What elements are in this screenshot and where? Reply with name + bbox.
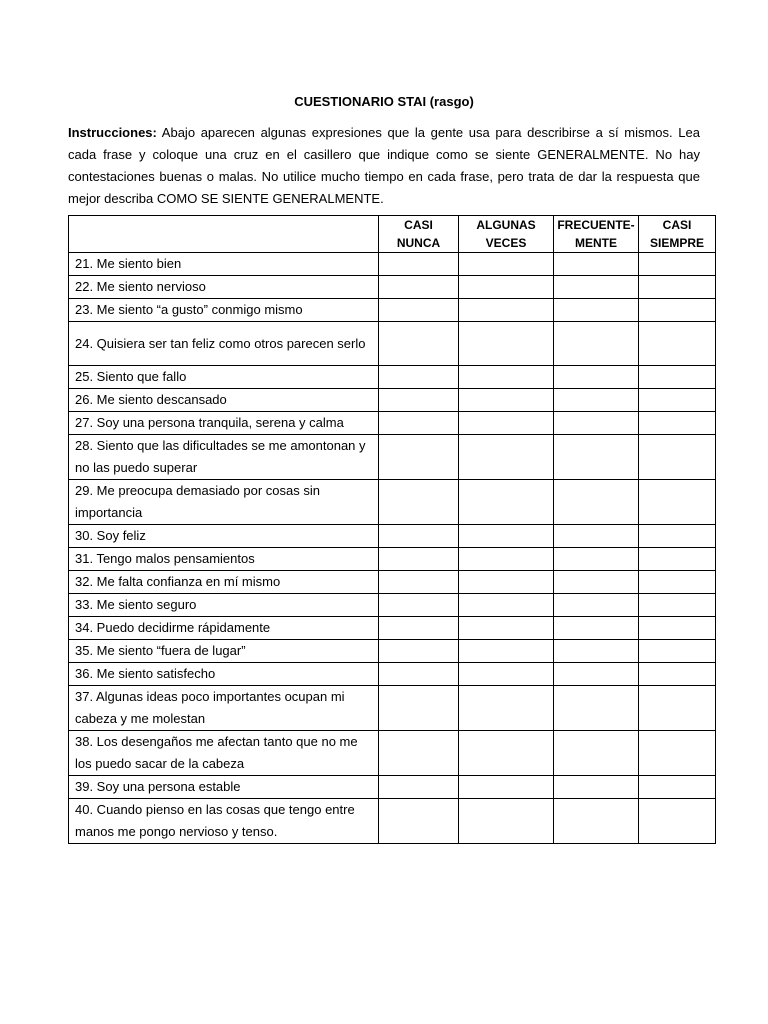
instructions-paragraph [68,122,700,210]
page-title: CUESTIONARIO STAI (rasgo) [294,94,474,109]
item-statement: 30. Soy feliz [69,525,379,548]
table-row [69,412,716,435]
answer-cell[interactable] [554,594,639,617]
table-row [69,366,716,389]
table-row [69,480,716,525]
answer-cell[interactable] [459,253,554,276]
answer-cell[interactable] [379,640,459,663]
answer-cell[interactable] [554,571,639,594]
table-row [69,548,716,571]
item-statement: 33. Me siento seguro [69,594,379,617]
answer-cell[interactable] [379,412,459,435]
answer-cell[interactable] [554,389,639,412]
answer-cell[interactable] [554,686,639,731]
item-statement: 38. Los desengaños me afectan tanto que no me los puedo sacar de la cabeza [69,731,379,776]
answer-cell[interactable] [379,366,459,389]
answer-cell[interactable] [554,299,639,322]
table-row [69,525,716,548]
table-row [69,389,716,412]
answer-cell[interactable] [379,525,459,548]
item-statement: 35. Me siento “fuera de lugar” [69,640,379,663]
answer-cell[interactable] [459,276,554,299]
answer-cell[interactable] [459,548,554,571]
answer-cell[interactable] [639,389,716,412]
item-statement: 39. Soy una persona estable [69,776,379,799]
item-statement: 29. Me preocupa demasiado por cosas sin importancia [69,480,379,525]
answer-cell[interactable] [554,412,639,435]
table-row [69,776,716,799]
answer-cell[interactable] [459,617,554,640]
answer-cell[interactable] [459,799,554,844]
answer-cell[interactable] [554,525,639,548]
answer-cell[interactable] [379,253,459,276]
answer-cell[interactable] [459,640,554,663]
answer-cell[interactable] [459,776,554,799]
item-statement: 23. Me siento “a gusto” conmigo mismo [69,299,379,322]
answer-cell[interactable] [639,366,716,389]
column-header-casi-siempre: CASI SIEMPRE [639,216,716,253]
answer-cell[interactable] [554,253,639,276]
table-row [69,571,716,594]
table-row [69,686,716,731]
answer-cell[interactable] [379,276,459,299]
answer-cell[interactable] [639,548,716,571]
table-row [69,276,716,299]
answer-cell[interactable] [379,799,459,844]
item-statement: 40. Cuando pienso en las cosas que tengo entre manos me pongo nervioso y tenso. [69,799,379,844]
answer-cell[interactable] [554,435,639,480]
answer-cell[interactable] [639,776,716,799]
item-statement: 31. Tengo malos pensamientos [69,548,379,571]
answer-cell[interactable] [639,799,716,844]
item-statement: 24. Quisiera ser tan feliz como otros parecen serlo [69,322,379,366]
answer-cell[interactable] [459,412,554,435]
answer-cell[interactable] [554,663,639,686]
answer-cell[interactable] [639,322,716,366]
answer-cell[interactable] [379,731,459,776]
questionnaire-table [68,215,716,844]
answer-cell[interactable] [639,253,716,276]
answer-cell[interactable] [379,322,459,366]
answer-cell[interactable] [459,663,554,686]
answer-cell[interactable] [379,594,459,617]
answer-cell[interactable] [639,663,716,686]
answer-cell[interactable] [639,412,716,435]
answer-cell[interactable] [639,435,716,480]
answer-cell[interactable] [639,686,716,731]
item-statement: 32. Me falta confianza en mí mismo [69,571,379,594]
item-statement: 27. Soy una persona tranquila, serena y calma [69,412,379,435]
item-statement: 22. Me siento nervioso [69,276,379,299]
column-header-frecuentemente: FRECUENTE- MENTE [554,216,639,253]
answer-cell[interactable] [639,594,716,617]
table-row [69,617,716,640]
column-header-algunas-veces: ALGUNAS VECES [459,216,554,253]
item-statement: 26. Me siento descansado [69,389,379,412]
answer-cell[interactable] [379,617,459,640]
answer-cell[interactable] [379,389,459,412]
table-row [69,640,716,663]
table-row [69,299,716,322]
answer-cell[interactable] [459,571,554,594]
answer-cell[interactable] [554,480,639,525]
answer-cell[interactable] [459,480,554,525]
answer-cell[interactable] [459,731,554,776]
column-header-casi-nunca: CASI NUNCA [379,216,459,253]
answer-cell[interactable] [379,663,459,686]
answer-cell[interactable] [554,548,639,571]
answer-cell[interactable] [554,640,639,663]
table-row [69,731,716,776]
instructions-text: Abajo aparecen algunas expresiones que la gente usa para describirse a sí mismos. Lea cada frase y coloque una cruz en el casillero que indique como se siente GENERALMENTE. No hay contestaciones buenas o malas. No utilice mucho tiempo en cada frase, pero trata de dar la respuesta que mejor describa COMO SE SIENTE GENERALMENTE. [68,125,700,206]
answer-cell[interactable] [554,276,639,299]
item-statement: 28. Siento que las dificultades se me amontonan y no las puedo superar [69,435,379,480]
table-row [69,663,716,686]
answer-cell[interactable] [379,686,459,731]
answer-cell[interactable] [379,299,459,322]
answer-cell[interactable] [639,571,716,594]
table-row [69,435,716,480]
item-statement: 21. Me siento bien [69,253,379,276]
answer-cell[interactable] [459,525,554,548]
answer-cell[interactable] [379,435,459,480]
header-empty-cell [69,216,379,253]
answer-cell[interactable] [459,389,554,412]
answer-cell[interactable] [459,366,554,389]
answer-cell[interactable] [639,640,716,663]
answer-cell[interactable] [554,731,639,776]
item-statement: 37. Algunas ideas poco importantes ocupan mi cabeza y me molestan [69,686,379,731]
answer-cell[interactable] [459,594,554,617]
answer-cell[interactable] [639,299,716,322]
answer-cell[interactable] [379,571,459,594]
answer-cell[interactable] [554,799,639,844]
answer-cell[interactable] [459,322,554,366]
item-statement: 36. Me siento satisfecho [69,663,379,686]
answer-cell[interactable] [554,366,639,389]
answer-cell[interactable] [639,731,716,776]
table-row [69,799,716,844]
answer-cell[interactable] [379,776,459,799]
answer-cell[interactable] [639,525,716,548]
table-row [69,322,716,366]
answer-cell[interactable] [459,686,554,731]
answer-cell[interactable] [554,776,639,799]
answer-cell[interactable] [554,617,639,640]
answer-cell[interactable] [379,548,459,571]
item-statement: 34. Puedo decidirme rápidamente [69,617,379,640]
item-statement: 25. Siento que fallo [69,366,379,389]
instructions-label: Instrucciones: [68,125,157,140]
answer-cell[interactable] [379,480,459,525]
answer-cell[interactable] [459,435,554,480]
table-row [69,253,716,276]
answer-cell[interactable] [639,617,716,640]
answer-cell[interactable] [639,276,716,299]
answer-cell[interactable] [459,299,554,322]
table-row [69,594,716,617]
answer-cell[interactable] [554,322,639,366]
answer-cell[interactable] [639,480,716,525]
